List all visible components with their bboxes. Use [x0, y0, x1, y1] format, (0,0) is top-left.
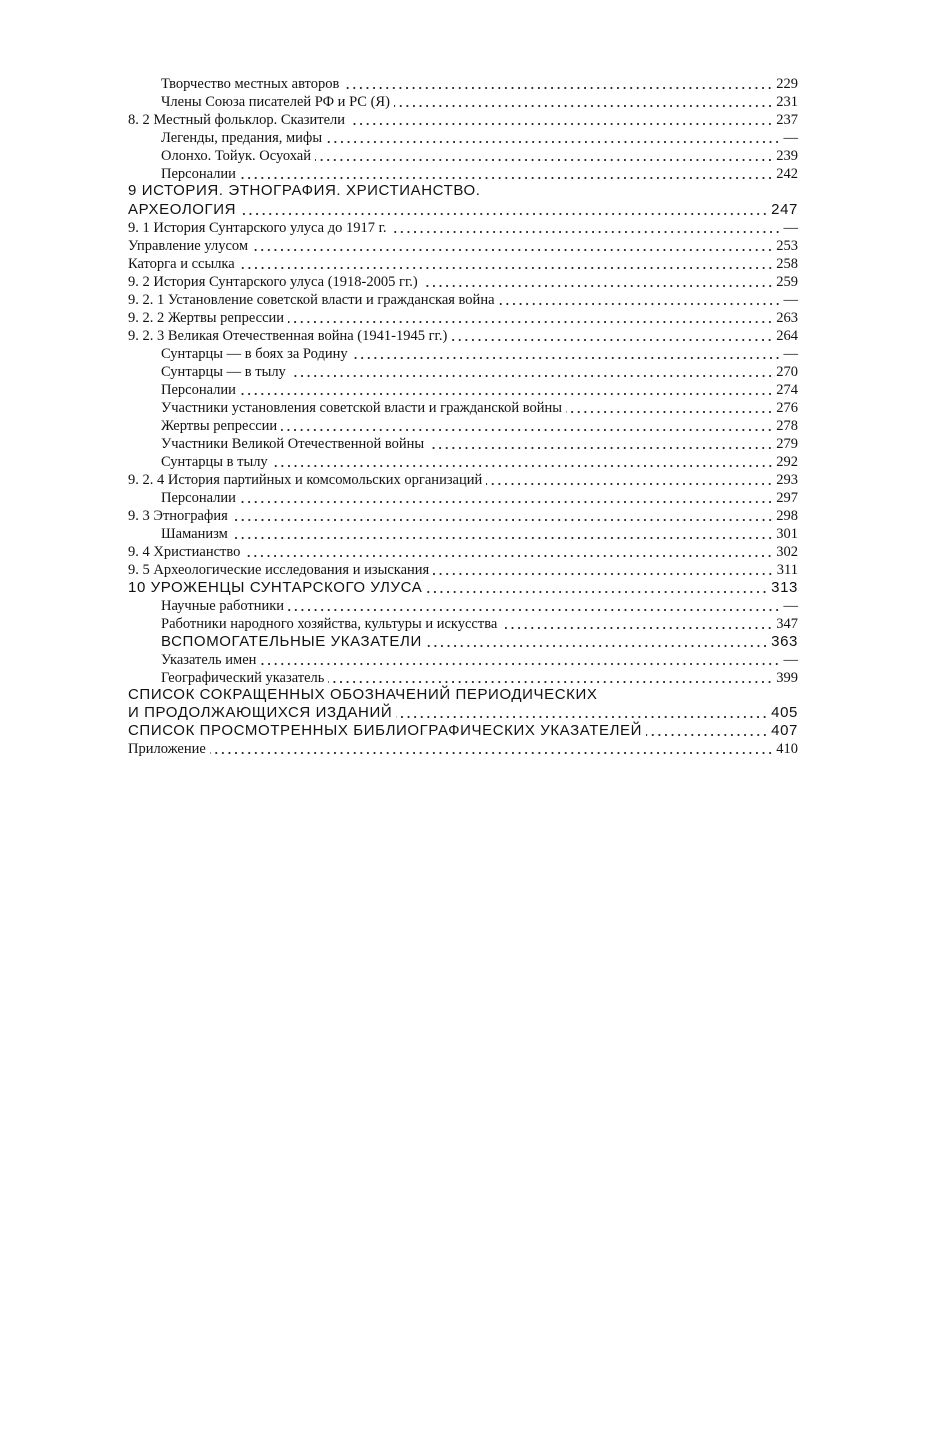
toc-entry-page: 399: [776, 670, 798, 686]
toc-entry: [161, 93, 798, 111]
leader-dots: [499, 302, 781, 306]
toc-entry: [161, 75, 798, 93]
leader-dots: [288, 608, 780, 612]
leader-dots: [566, 410, 773, 414]
toc-entry-page: —: [783, 130, 798, 146]
toc-entry: [161, 651, 798, 669]
toc-entry-title: Географический указатель: [161, 670, 325, 686]
leader-dots: [501, 626, 773, 630]
toc-entry-page: 297: [776, 490, 798, 506]
leader-dots: [343, 86, 773, 90]
toc-entry-title: Шаманизм: [161, 526, 228, 542]
toc-entry-page: 293: [776, 472, 798, 488]
toc-entry-page: 270: [776, 364, 798, 380]
toc-entry-page: —: [783, 220, 798, 236]
toc-entry-title: Члены Союза писателей РФ и РС (Я): [161, 94, 390, 110]
toc-entry: [128, 704, 798, 722]
toc-entry-page: 276: [776, 400, 798, 416]
toc-entry-page: 363: [771, 633, 798, 650]
toc-entry-title: Творчество местных авторов: [161, 76, 340, 92]
toc-entry: [128, 327, 798, 345]
leader-dots: [288, 320, 773, 324]
leader-dots: [352, 356, 781, 360]
toc-entry: [161, 399, 798, 417]
leader-dots: [396, 715, 768, 719]
toc-entry-title: Участники установления советской власти и гражданской войны: [161, 400, 563, 416]
toc-entry: [128, 507, 798, 525]
toc-entry-page: 313: [771, 579, 798, 596]
toc-entry-title: 9. 1 История Сунтарского улуса до 1917 г.: [128, 220, 387, 236]
leader-dots: [486, 482, 773, 486]
toc-entry-page: 274: [776, 382, 798, 398]
toc-entry-title: Каторга и ссылка: [128, 256, 235, 272]
toc-entry: [161, 597, 798, 615]
toc-entry: [161, 165, 798, 183]
leader-dots: [240, 176, 773, 180]
toc-entry-page: 247: [771, 201, 798, 218]
toc-entry-page: 410: [776, 741, 798, 757]
toc-entry-title: 10 УРОЖЕНЦЫ СУНТАРСКОГО УЛУСА: [128, 579, 423, 596]
leader-dots: [239, 266, 774, 270]
toc-entry-page: —: [783, 346, 798, 362]
toc-entry-title: Участники Великой Отечественной войны: [161, 436, 425, 452]
toc-entry: [161, 435, 798, 453]
leader-dots: [240, 212, 768, 216]
toc-entry: [161, 669, 798, 687]
toc-entry: [128, 273, 798, 291]
leader-dots: [290, 374, 773, 378]
toc-entry-title: АРХЕОЛОГИЯ: [128, 201, 237, 218]
leader-dots: [646, 733, 768, 737]
toc-entry-page: 239: [776, 148, 798, 164]
leader-dots: [428, 446, 773, 450]
leader-dots: [426, 590, 768, 594]
toc-entry-title: 9. 2. 1 Установление советской власти и гражданская война: [128, 292, 495, 308]
toc-entry-title: СПИСОК ПРОСМОТРЕННЫХ БИБЛИОГРАФИЧЕСКИХ УКАЗАТЕЛЕЙ: [128, 722, 643, 739]
toc-entry-title: 9. 3 Этнография: [128, 508, 228, 524]
leader-dots: [422, 284, 774, 288]
toc-entry-page: 264: [776, 328, 798, 344]
toc-entry: [161, 489, 798, 507]
toc-entry-title: Жертвы репрессии: [161, 418, 278, 434]
toc-entry: [161, 453, 798, 471]
toc-entry-page: 231: [776, 94, 798, 110]
toc-entry-page: —: [783, 598, 798, 614]
toc-entry-title: 9. 2. 3 Великая Отечественная война (1941-1945 гг.): [128, 328, 448, 344]
toc-entry: [128, 740, 798, 758]
toc-entry-title: Приложение: [128, 741, 206, 757]
toc-entry-title: 9. 2. 2 Жертвы репрессии: [128, 310, 285, 326]
toc-entry: [128, 561, 798, 579]
toc-entry-title: 9. 4 Христианство: [128, 544, 241, 560]
leader-dots: [315, 158, 773, 162]
leader-dots: [349, 122, 773, 126]
toc-entry-title: Персоналии: [161, 382, 236, 398]
toc-entry-title: И ПРОДОЛЖАЮЩИХСЯ ИЗДАНИЙ: [128, 704, 393, 721]
leader-dots: [232, 536, 773, 540]
toc-entry: [128, 111, 798, 129]
toc-entry-page: 298: [776, 508, 798, 524]
toc-entry-title: 9. 2 История Сунтарского улуса (1918-2005 гг.): [128, 274, 418, 290]
toc-entry: [128, 237, 798, 255]
leader-dots: [326, 140, 780, 144]
toc-entry-page: 301: [776, 526, 798, 542]
toc-entry-page: 253: [776, 238, 798, 254]
leader-dots: [244, 554, 773, 558]
toc-entry-title: Персоналии: [161, 166, 236, 182]
toc-entry-title: Научные работники: [161, 598, 285, 614]
section-heading: 9 ИСТОРИЯ. ЭТНОГРАФИЯ. ХРИСТИАНСТВО.: [128, 182, 481, 199]
section-heading: СПИСОК СОКРАЩЕННЫХ ОБОЗНАЧЕНИЙ ПЕРИОДИЧЕСКИХ: [128, 686, 598, 703]
toc-entry: [161, 615, 798, 633]
toc-entry: [128, 722, 798, 740]
toc-entry-title: Легенды, предания, мифы: [161, 130, 323, 146]
toc-entry: [128, 471, 798, 489]
toc-entry: [128, 219, 798, 237]
toc-entry-page: 279: [776, 436, 798, 452]
leader-dots: [260, 662, 780, 666]
toc-entry-title: Персоналии: [161, 490, 236, 506]
toc-entry-title: 8. 2 Местный фольклор. Сказители: [128, 112, 346, 128]
leader-dots: [240, 500, 773, 504]
toc-entry-title: ВСПОМОГАТЕЛЬНЫЕ УКАЗАТЕЛИ: [161, 633, 422, 650]
leader-dots: [232, 518, 773, 522]
toc-entry-page: 347: [776, 616, 798, 632]
toc-entry: [128, 201, 798, 219]
toc-entry-page: 311: [776, 562, 798, 578]
toc-entry-title: Работники народного хозяйства, культуры и искусства: [161, 616, 498, 632]
leader-dots: [252, 248, 773, 252]
toc-entry: [161, 633, 798, 651]
leader-dots: [433, 572, 774, 576]
leader-dots: [394, 104, 773, 108]
toc-entry-title: 9. 2. 4 История партийных и комсомольских организаций: [128, 472, 483, 488]
toc-entry-page: —: [783, 652, 798, 668]
toc-entry-page: 292: [776, 454, 798, 470]
leader-dots: [240, 392, 773, 396]
leader-dots: [272, 464, 774, 468]
toc-entry: [161, 525, 798, 543]
toc-entry: [128, 255, 798, 273]
toc-entry-page: 407: [771, 722, 798, 739]
toc-entry: [161, 147, 798, 165]
toc-entry: [128, 291, 798, 309]
toc-entry-title: Сунтарцы в тылу: [161, 454, 268, 470]
toc-entry-page: 278: [776, 418, 798, 434]
toc-entry-title: Сунтарцы — в боях за Родину: [161, 346, 348, 362]
toc-entry-page: 242: [776, 166, 798, 182]
toc-entry-page: —: [783, 292, 798, 308]
toc-entry-page: 259: [776, 274, 798, 290]
toc-entry: [128, 543, 798, 561]
toc-entry: [161, 129, 798, 147]
toc-entry: [161, 381, 798, 399]
toc-entry: [128, 309, 798, 327]
toc-entry-title: Сунтарцы — в тылу: [161, 364, 286, 380]
toc-entry-title: Управление улусом: [128, 238, 249, 254]
leader-dots: [391, 230, 781, 234]
toc-entry-page: 229: [776, 76, 798, 92]
leader-dots: [426, 644, 768, 648]
toc-entry: [161, 345, 798, 363]
leader-dots: [281, 428, 773, 432]
toc-entry-page: 258: [776, 256, 798, 272]
toc-entry: [161, 363, 798, 381]
toc-entry-title: 9. 5 Археологические исследования и изыскания: [128, 562, 430, 578]
leader-dots: [210, 751, 773, 755]
toc-entry-page: 237: [776, 112, 798, 128]
toc-entry-title: Указатель имен: [161, 652, 257, 668]
toc-entry-page: 302: [776, 544, 798, 560]
toc-entry-page: 263: [776, 310, 798, 326]
leader-dots: [451, 338, 773, 342]
toc-entry-page: 405: [771, 704, 798, 721]
toc-entry: [128, 579, 798, 597]
leader-dots: [328, 680, 773, 684]
toc-entry-title: Олонхо. Тойук. Осуохай: [161, 148, 311, 164]
toc-entry: [161, 417, 798, 435]
